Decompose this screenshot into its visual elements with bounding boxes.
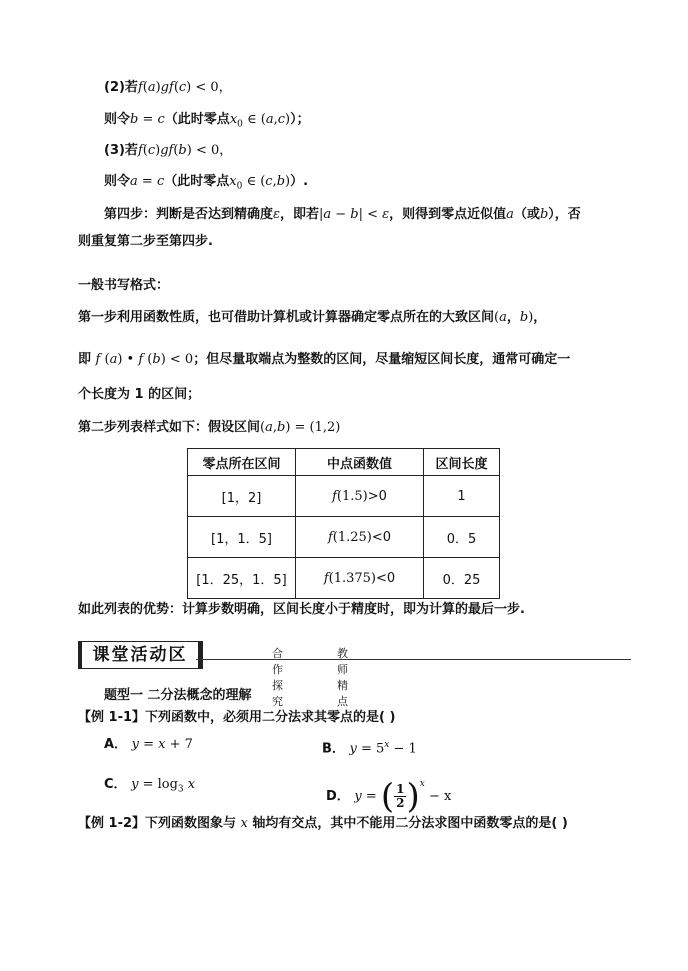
table-header-row: [188, 449, 500, 476]
cell-interval: [1，1．5]: [188, 517, 296, 558]
option-c[interactable]: C． $y = \log_3 x$: [104, 777, 196, 795]
case-3-condition: (3)若f(c)gf(b) < 0，: [104, 143, 233, 158]
case-2-action: 则令b = c（此时零点$x_0$ ∈ (a,c)）；: [104, 112, 310, 130]
step-one-text: 第一步利用函数性质，也可借助计算机或计算器确定零点所在的大致区间(a，b)，: [78, 310, 547, 325]
option-d[interactable]: D． y = ( $\frac{1}{2}$ )$^x$ − x: [326, 776, 452, 817]
section-divider: [196, 659, 631, 660]
table-row: [188, 558, 500, 599]
case-3-action: 则令a = c（此时零点$x_0$ ∈ (c,b)）.: [104, 174, 309, 192]
cell-interval: [1．25，1．5]: [188, 558, 296, 599]
example-1-1-question: 【例 1-1】下列函数中，必须用二分法求其零点的是( ): [78, 710, 396, 725]
step-one-continuation: 个长度为 1 的区间；: [78, 387, 201, 402]
bisection-table: [187, 448, 500, 599]
header-midpoint-value: 中点函数值: [296, 449, 424, 476]
cell-interval: [1，2]: [188, 476, 296, 517]
example-1-2-question: 【例 1-2】下列函数图象与 x 轴均有交点，其中不能用二分法求图中函数零点的是( ): [78, 816, 568, 831]
general-format-heading: 一般书写格式：: [78, 278, 170, 293]
header-interval: 零点所在区间: [188, 449, 296, 476]
cell-midpoint-value: f(1.25)<0: [296, 517, 424, 558]
cell-length: 1: [424, 476, 500, 517]
table-row: [188, 476, 500, 517]
cell-midpoint-value: f(1.375)<0: [296, 558, 424, 599]
step-four-text: 第四步：判断是否达到精确度ε，即若|a − b| < ε，则得到零点近似值a（或b），否: [104, 207, 581, 222]
step-one-condition: 即 f (a) • f (b) < 0；但尽量取端点为整数的区间，尽量缩短区间长度，通常可确定一: [78, 352, 571, 367]
table-row: [188, 517, 500, 558]
section-title: 课堂活动区: [78, 641, 203, 669]
option-a[interactable]: A． y = x + 7: [104, 737, 193, 752]
section-sub-cooperative: 合作探究: [272, 647, 283, 708]
cell-midpoint-value: f(1.5)>0: [296, 476, 424, 517]
step-four-continuation: 则重复第二步至第四步.: [78, 234, 213, 249]
header-length: 区间长度: [424, 449, 500, 476]
fraction-one-half: $\frac{1}{2}$: [396, 782, 405, 810]
table-advantage-text: 如此列表的优势：计算步数明确，区间长度小于精度时，即为计算的最后一步.: [78, 602, 525, 617]
option-b[interactable]: B． $y = 5^x - 1$: [322, 740, 417, 757]
cell-length: 0．5: [424, 517, 500, 558]
step-two-text: 第二步列表样式如下：假设区间(a,b) = (1,2): [78, 420, 341, 435]
section-sub-teacher: 教师精点: [337, 647, 348, 708]
topic-heading: 题型一 二分法概念的理解: [104, 688, 252, 703]
cell-length: 0．25: [424, 558, 500, 599]
case-2-condition: (2)若f(a)gf(c) < 0，: [104, 80, 232, 95]
